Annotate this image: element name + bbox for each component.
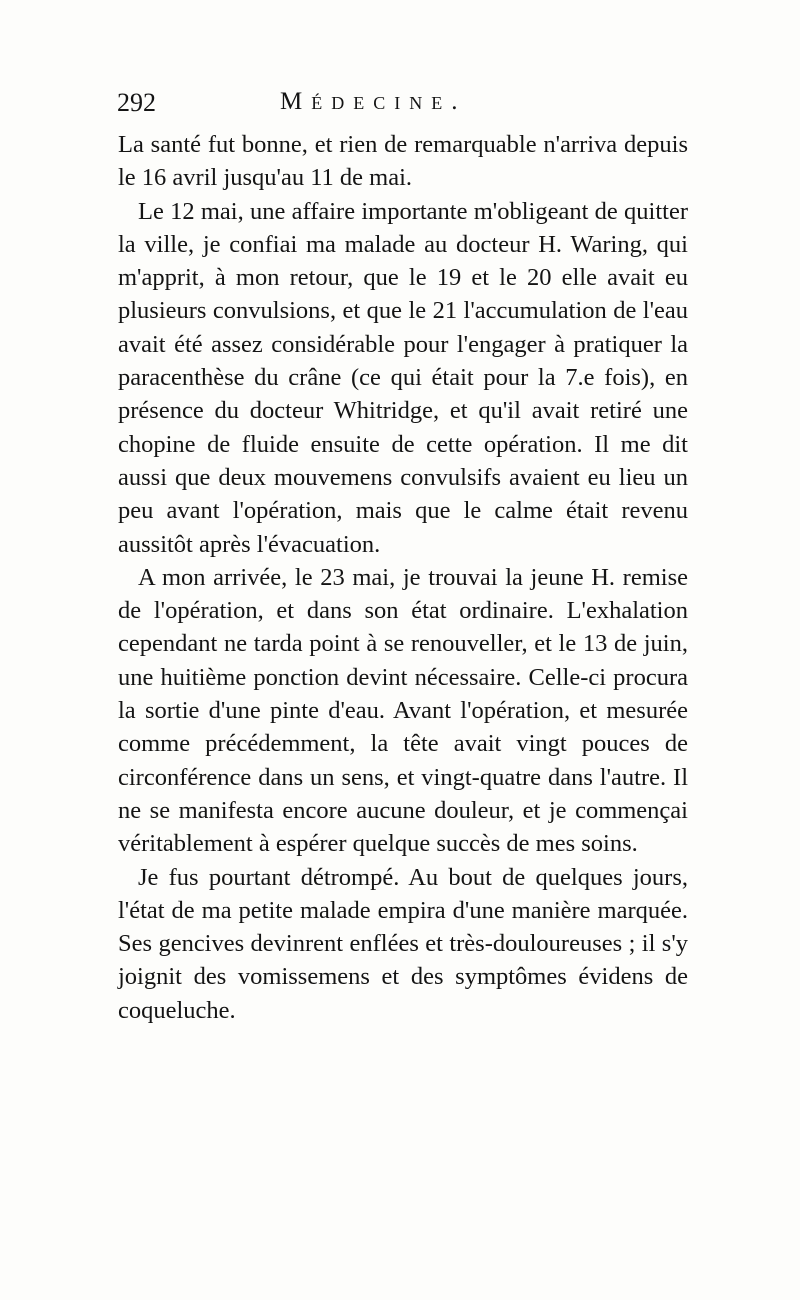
paragraph-2: Le 12 mai, une affaire importante m'obligeant de quitter la ville, je confiai ma malade au docteur H. Waring, qui m'apprit, à mon retour, que le 19 et le 20 elle avait eu plusieurs convulsions, et que le 21 l'accumulation de l'eau avait été assez considérable pour l'engager à pratiquer la paracenthèse du crâne (ce qui était pour la 7.e fois), en présence du docteur Whitridge, et qu'il avait retiré une chopine de fluide ensuite de cette opération. Il me dit aussi que deux mouvemens convulsifs avaient eu lieu un peu avant l'opération, mais que le calme était revenu aussitôt après l'évacuation. xyxy=(118,197,688,558)
page-number: 292 xyxy=(117,88,156,117)
body-text xyxy=(118,128,688,1027)
page-header xyxy=(117,88,577,122)
paragraph-3: A mon arrivée, le 23 mai, je trouvai la jeune H. remise de l'opération, et dans son état ordinaire. L'exhalation cependant ne tarda point à se renouveller, et le 13 de juin, une huitième ponction devint nécessaire. Celle-ci procura la sortie d'une pinte d'eau. Avant l'opération, et mesurée comme précédemment, la tête avait vingt pouces de circonférence dans un sens, et vingt-quatre dans l'autre. Il ne se manifesta encore aucune douleur, et je commençai véritablement à espérer quelque succès de mes soins. xyxy=(118,563,688,858)
paragraph-1: La santé fut bonne, et rien de remarquable n'arriva depuis le 16 avril jusqu'au 11 de mai. xyxy=(118,131,688,192)
paragraph-4: Je fus pourtant détrompé. Au bout de quelques jours, l'état de ma petite malade empira d'une manière marquée. Ses gencives devinrent enflées et très-douloureuses ; il s'y joignit des vomissemens et des symptômes évidens de coqueluche. xyxy=(118,863,688,1024)
running-title: Médecine. xyxy=(280,88,467,115)
